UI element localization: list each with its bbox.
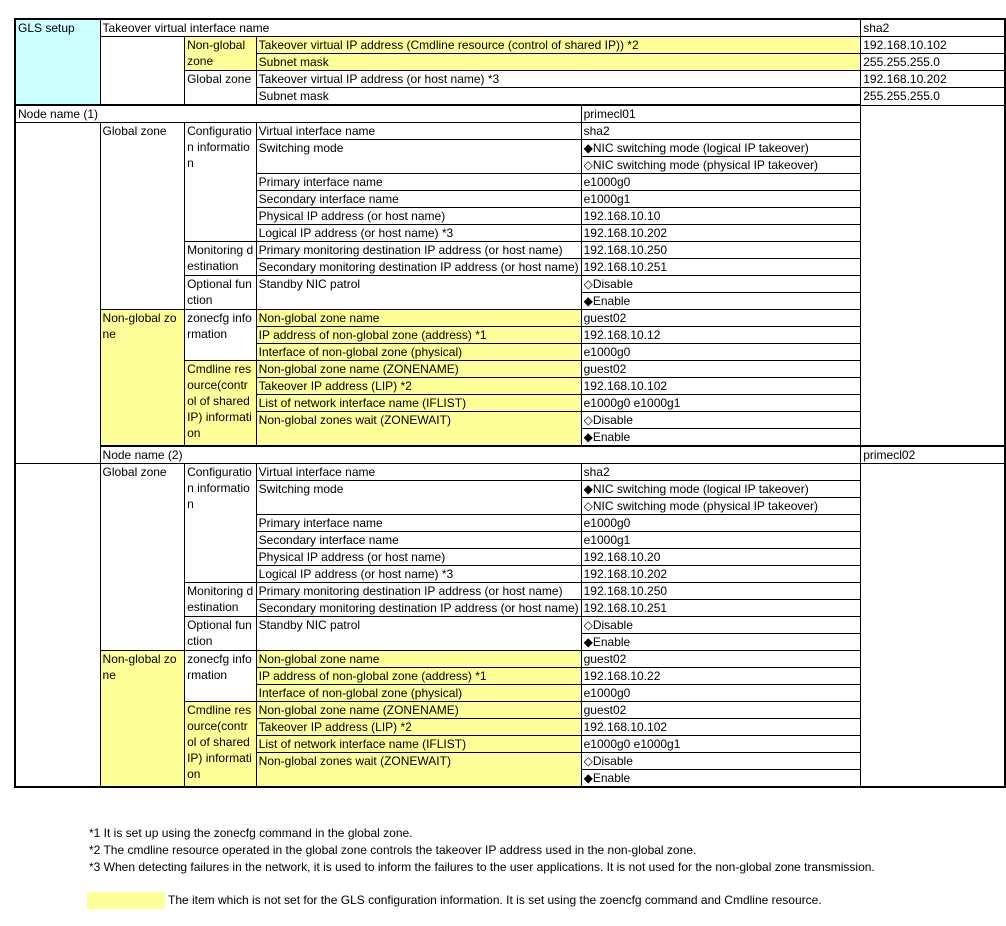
footnotes	[89, 825, 875, 876]
top-indent	[100, 37, 185, 106]
node-header-fill	[185, 446, 861, 464]
config-info-label: Configuration information	[185, 123, 257, 242]
node-header-fill	[100, 105, 581, 123]
config-info-label: Configuration information	[185, 464, 257, 583]
node-name-value: primecl02	[861, 446, 1005, 464]
zone-ip-label: IP address of non-global zone (address) *1	[256, 668, 581, 685]
zone-interface-value: e1000g0	[581, 685, 861, 702]
primary-if-value: e1000g0	[581, 515, 861, 532]
zonename-label: Non-global zone name (ZONENAME)	[256, 361, 581, 378]
nic-patrol-option-2: ◆Enable	[581, 293, 861, 310]
top-ngz-mask-value: 255.255.255.0	[861, 54, 1005, 71]
lip-value: 192.168.10.102	[581, 719, 861, 736]
secondary-if-value: e1000g1	[581, 191, 861, 208]
top-ngz-label: Non-global zone	[185, 37, 257, 71]
node-sections	[15, 105, 1005, 787]
primary-if-label: Primary interface name	[256, 174, 581, 191]
footnote-2: *2 The cmdline resource operated in the global zone controls the takeover IP address used in the non-global zone.	[89, 843, 697, 857]
primary-monitor-label: Primary monitoring destination IP address (or host name)	[256, 242, 581, 259]
top-gz-mask-value: 255.255.255.0	[861, 88, 1005, 106]
iflist-value: e1000g0 e1000g1	[581, 736, 861, 753]
zonename-label: Non-global zone name (ZONENAME)	[256, 702, 581, 719]
node-name-value: primecl01	[581, 105, 861, 123]
node-indent	[15, 123, 100, 464]
lip-label: Takeover IP address (LIP) *2	[256, 378, 581, 395]
switching-mode-label: Switching mode	[256, 140, 581, 174]
monitoring-destination-label: Monitoring destination	[185, 242, 257, 276]
top-ngz-ip-label: Takeover virtual IP address (Cmdline resource (control of shared IP)) *2	[256, 37, 861, 54]
zone-ip-label: IP address of non-global zone (address) *1	[256, 327, 581, 344]
switching-mode-option-1: ◆NIC switching mode (logical IP takeover)	[581, 140, 861, 157]
switching-mode-option-1: ◆NIC switching mode (logical IP takeover)	[581, 481, 861, 498]
switching-mode-option-2: ◇NIC switching mode (physical IP takeover)	[581, 498, 861, 515]
zonename-value: guest02	[581, 361, 861, 378]
physical-ip-value: 192.168.10.20	[581, 549, 861, 566]
zonewait-option-1: ◇Disable	[581, 412, 861, 429]
physical-ip-label: Physical IP address (or host name)	[256, 208, 581, 225]
takeover-vif-label: Takeover virtual interface name	[100, 19, 861, 37]
primary-monitor-value: 192.168.10.250	[581, 242, 861, 259]
physical-ip-value: 192.168.10.10	[581, 208, 861, 225]
zone-ip-value: 192.168.10.22	[581, 668, 861, 685]
zone-interface-label: Interface of non-global zone (physical)	[256, 344, 581, 361]
zone-name-label: Non-global zone name	[256, 310, 581, 327]
vif-label: Virtual interface name	[256, 123, 581, 140]
zone-name-value: guest02	[581, 651, 861, 668]
cmdline-info-label: Cmdline resource(control of shared IP) information	[185, 361, 257, 447]
zonecfg-info-label: zonecfg information	[185, 310, 257, 361]
nic-patrol-label: Standby NIC patrol	[256, 276, 581, 310]
top-ngz-mask-label: Subnet mask	[256, 54, 861, 71]
node-name-label: Node name (2)	[100, 446, 185, 464]
top-gz-ip-value: 192.168.10.202	[861, 71, 1005, 88]
node-ngz-label: Non-global zone	[100, 651, 185, 788]
iflist-label: List of network interface name (IFLIST)	[256, 736, 581, 753]
gls-setup-label: GLS setup	[15, 19, 100, 105]
zone-name-label: Non-global zone name	[256, 651, 581, 668]
vif-value: sha2	[581, 464, 861, 481]
top-gz-ip-label: Takeover virtual IP address (or host name) *3	[256, 71, 861, 88]
zonewait-option-1: ◇Disable	[581, 753, 861, 770]
logical-ip-label: Logical IP address (or host name) *3	[256, 225, 581, 242]
footnote-3: *3 When detecting failures in the network, it is used to inform the failures to the user applications. It is not used for the non-global zone transmission.	[89, 860, 875, 874]
lip-label: Takeover IP address (LIP) *2	[256, 719, 581, 736]
zonewait-label: Non-global zones wait (ZONEWAIT)	[256, 412, 581, 447]
legend-text: The item which is not set for the GLS configuration information. It is set using the zoencfg command and Cmdline resource.	[168, 893, 822, 907]
switching-mode-label: Switching mode	[256, 481, 581, 515]
optional-function-label: Optional function	[185, 617, 257, 651]
secondary-monitor-value: 192.168.10.251	[581, 259, 861, 276]
secondary-if-label: Secondary interface name	[256, 191, 581, 208]
secondary-if-value: e1000g1	[581, 532, 861, 549]
primary-monitor-label: Primary monitoring destination IP address (or host name)	[256, 583, 581, 600]
secondary-if-label: Secondary interface name	[256, 532, 581, 549]
iflist-value: e1000g0 e1000g1	[581, 395, 861, 412]
vif-value: sha2	[581, 123, 861, 140]
takeover-vif-value: sha2	[861, 19, 1005, 37]
primary-if-value: e1000g0	[581, 174, 861, 191]
logical-ip-value: 192.168.10.202	[581, 566, 861, 583]
nic-patrol-option-1: ◇Disable	[581, 617, 861, 634]
top-gz-mask-label: Subnet mask	[256, 88, 861, 106]
monitoring-destination-label: Monitoring destination	[185, 583, 257, 617]
node-name-label: Node name (1)	[15, 105, 100, 123]
zone-ip-value: 192.168.10.12	[581, 327, 861, 344]
nic-patrol-label: Standby NIC patrol	[256, 617, 581, 651]
global-zone-label: Global zone	[100, 464, 185, 651]
top-ngz-ip-value: 192.168.10.102	[861, 37, 1005, 54]
zone-interface-label: Interface of non-global zone (physical)	[256, 685, 581, 702]
zonewait-option-2: ◆Enable	[581, 770, 861, 788]
zonewait-label: Non-global zones wait (ZONEWAIT)	[256, 753, 581, 788]
node-ngz-label: Non-global zone	[100, 310, 185, 447]
secondary-monitor-label: Secondary monitoring destination IP address (or host name)	[256, 259, 581, 276]
node-indent	[15, 464, 100, 788]
switching-mode-option-2: ◇NIC switching mode (physical IP takeover)	[581, 157, 861, 174]
vif-label: Virtual interface name	[256, 464, 581, 481]
logical-ip-value: 192.168.10.202	[581, 225, 861, 242]
logical-ip-label: Logical IP address (or host name) *3	[256, 566, 581, 583]
iflist-label: List of network interface name (IFLIST)	[256, 395, 581, 412]
secondary-monitor-value: 192.168.10.251	[581, 600, 861, 617]
gls-setup-table	[14, 18, 1006, 788]
top-gz-label: Global zone	[185, 71, 257, 106]
physical-ip-label: Physical IP address (or host name)	[256, 549, 581, 566]
nic-patrol-option-1: ◇Disable	[581, 276, 861, 293]
cmdline-info-label: Cmdline resource(control of shared IP) information	[185, 702, 257, 788]
zonecfg-info-label: zonecfg information	[185, 651, 257, 702]
optional-function-label: Optional function	[185, 276, 257, 310]
global-zone-label: Global zone	[100, 123, 185, 310]
nic-patrol-option-2: ◆Enable	[581, 634, 861, 651]
lip-value: 192.168.10.102	[581, 378, 861, 395]
secondary-monitor-label: Secondary monitoring destination IP address (or host name)	[256, 600, 581, 617]
footnote-1: *1 It is set up using the zonecfg command in the global zone.	[89, 826, 413, 840]
primary-if-label: Primary interface name	[256, 515, 581, 532]
zone-name-value: guest02	[581, 310, 861, 327]
zone-interface-value: e1000g0	[581, 344, 861, 361]
zonewait-option-2: ◆Enable	[581, 429, 861, 447]
primary-monitor-value: 192.168.10.250	[581, 583, 861, 600]
zonename-value: guest02	[581, 702, 861, 719]
legend-swatch	[87, 892, 165, 909]
